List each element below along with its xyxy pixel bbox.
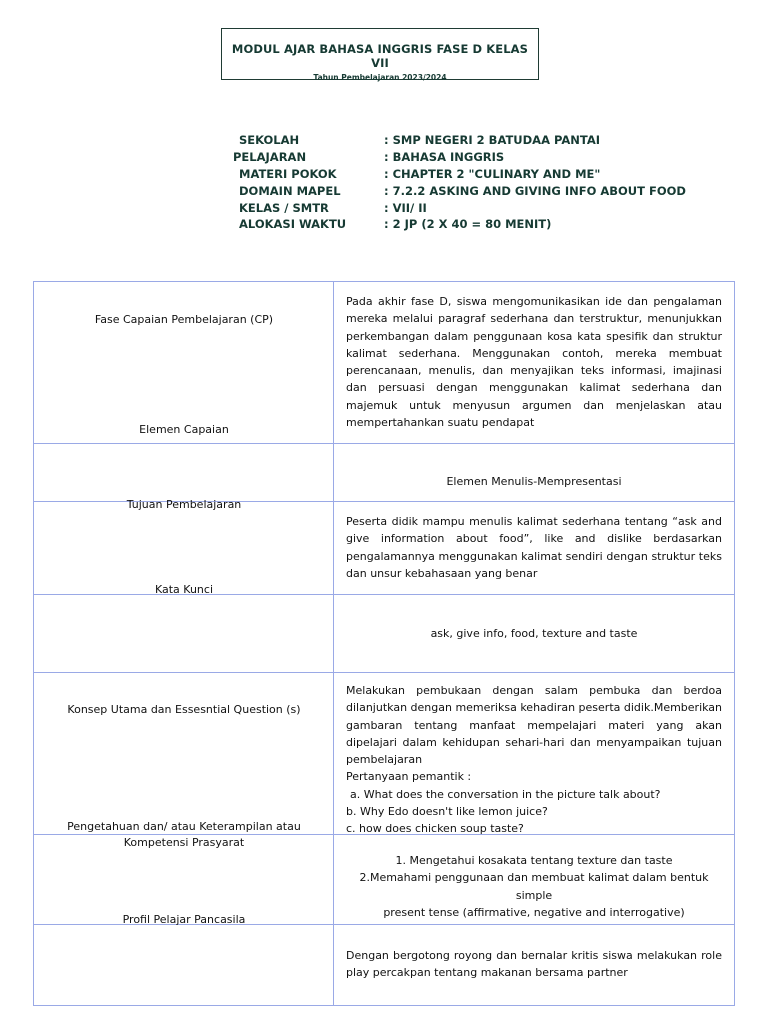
title-box (221, 28, 539, 80)
label-konsep-utama: Konsep Utama dan Essesntial Question (s) (67, 703, 301, 716)
info-value-sekolah: : SMP NEGERI 2 BATUDAA PANTAI (384, 133, 601, 147)
prasyarat-item: present tense (affirmative, negative and interrogative) (383, 905, 685, 919)
document-subtitle: Tahun Pembelajaran 2023/2024 (313, 73, 447, 82)
question-item: b. Why Edo doesn't like lemon juice? (346, 805, 548, 819)
label-pengetahuan: Pengetahuan dan/ atau Keterampilan atau (67, 820, 301, 833)
info-label-alokasi: ALOKASI WAKTU (239, 217, 347, 231)
info-value-domain: : 7.2.2 ASKING AND GIVING INFO ABOUT FOOD (384, 184, 686, 198)
label-profil-pelajar: Profil Pelajar Pancasila (122, 913, 246, 926)
question-item: a. What does the conversation in the picture talk about? (350, 787, 661, 801)
question-item: c. how does chicken soup taste? (346, 822, 524, 836)
info-label-kelas: KELAS / SMTR (239, 201, 329, 215)
table-row-divider (33, 672, 735, 673)
document-title: MODUL AJAR BAHASA INGGRIS FASE D KELAS VII (231, 42, 529, 70)
label-tujuan-pembelajaran: Tujuan Pembelajaran (126, 498, 242, 511)
info-value-pelajaran: : BAHASA INGGRIS (384, 150, 505, 164)
kompetensi-prasyarat-block (346, 852, 722, 921)
pertanyaan-pemantik-label: Pertanyaan pemantik : (346, 770, 472, 784)
table-row-divider (33, 443, 735, 444)
cp-description: Pada akhir fase D, siswa mengomunikasikan ide dan pengalaman mereka melalui paragraf sederhana dan terstruktur, menunjukkan perkembangan dalam penggunaan kosa kata spesifik dan struktur kalimat sederhana. Menggunakan contoh, mereka membuat perencanaan, menulis, dan menyajikan teks informasi, imajinasi dan persuasi dengan menggunakan kalimat sederhana dan majemuk untuk menyusun argumen dan menjelaskan atau mempertahankan suatu pendapat (346, 295, 722, 430)
info-value-alokasi: : 2 JP (2 X 40 = 80 MENIT) (384, 217, 552, 231)
label-kompetensi-prasyarat: Kompetensi Prasyarat (123, 836, 245, 849)
prasyarat-item: 1. Mengetahui kosakata tentang texture dan taste (395, 854, 673, 867)
konsep-text: Melakukan pembukaan dengan salam pembuka dan berdoa dilanjutkan dengan memeriksa kehadiran peserta didik.Memberikan gambaran tentang manfaat mempelajari materi yang akan dipelajari dalam kehidupan sehari-hari dan menyampaikan tujuan pembelajaran (346, 684, 723, 767)
info-label-sekolah: SEKOLAH (239, 133, 300, 147)
table-divider (333, 281, 334, 1006)
konsep-utama-block (346, 682, 722, 838)
prasyarat-item: 2.Memahami penggunaan dan membuat kalimat dalam bentuk simple (359, 871, 709, 902)
label-elemen-capaian: Elemen Capaian (139, 423, 229, 436)
elemen-capaian-text: Elemen Menulis-Mempresentasi (446, 475, 622, 488)
profil-pelajar-text: Dengan bergotong royong dan bernalar kritis siswa melakukan role play percakpan tentang makanan bersama partner (346, 949, 722, 980)
label-fase-cp: Fase Capaian Pembelajaran (CP) (94, 313, 274, 326)
info-value-materi: : CHAPTER 2 "CULINARY AND ME" (384, 167, 601, 181)
tujuan-pembelajaran-text: Peserta didik mampu menulis kalimat sederhana tentang “ask and give information about food”, like and dislike berdasarkan pengalamannya menggunakan kalimat sendiri dengan struktur teks dan unsur kebahasaan yang benar (346, 515, 722, 580)
info-label-domain: DOMAIN MAPEL (239, 184, 341, 198)
info-value-kelas: : VII/ II (384, 201, 427, 215)
info-label-materi: MATERI POKOK (239, 167, 337, 181)
label-kata-kunci: Kata Kunci (154, 583, 214, 596)
info-label-pelajaran: PELAJARAN (233, 150, 307, 164)
kata-kunci-text: ask, give info, food, texture and taste (430, 627, 638, 640)
